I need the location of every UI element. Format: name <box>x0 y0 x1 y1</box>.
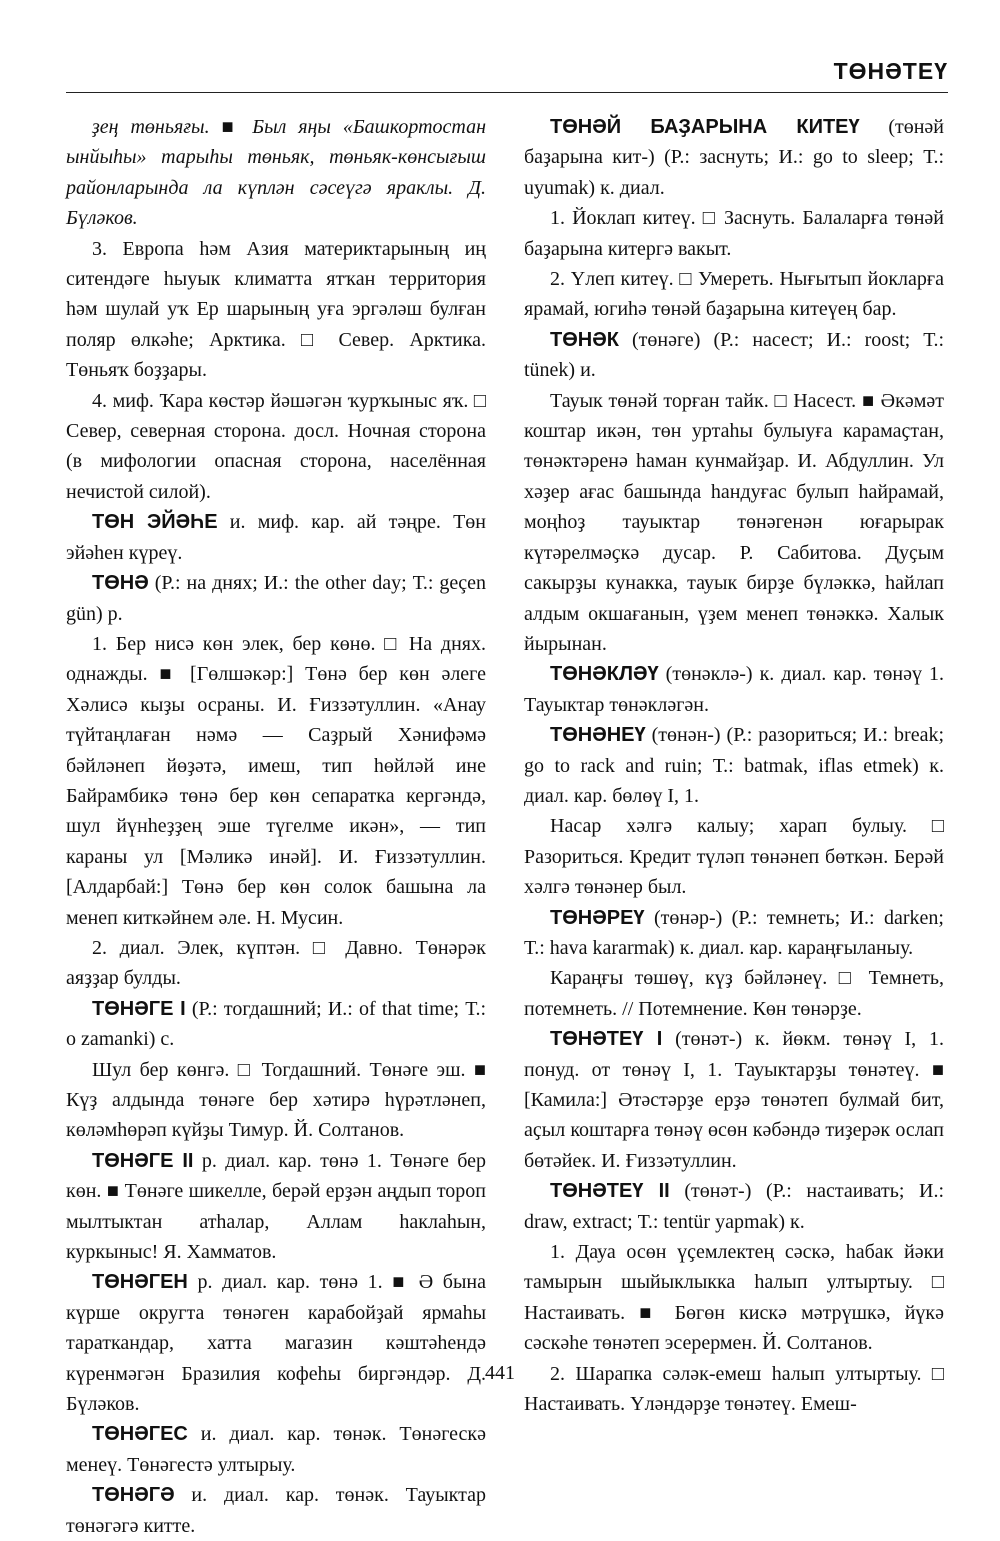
headword: ТӨНӘК <box>550 328 619 351</box>
dictionary-entry: ТӨНӘЙ БАҘАРЫНА КИТЕҮ (төнәй баҙарына кит-) (Р.: заснуть; И.: go to sleep; Т.: uyumak) к. диал. <box>524 116 945 199</box>
left-column <box>66 112 486 1541</box>
dictionary-entry: ТӨНӘ (Р.: на днях; И.: the other day; Т.: geçen gün) р. <box>66 572 486 625</box>
headword: ТӨНӘТЕҮ I <box>550 1028 663 1051</box>
dictionary-entry: ТӨНӘРЕҮ (төнәр-) (Р.: темнеть; И.: darken; Т.: hava kararmak) к. диал. кар. караңғыланыу. <box>524 906 944 959</box>
dictionary-entry: ТӨНӘТЕҮ II (төнәт-) (Р.: настаивать; И.: draw, extract; Т.: tentür yapmak) к. <box>524 1180 944 1233</box>
headword: ТӨНӘГЕС <box>92 1423 188 1446</box>
headword: ТӨНӘКЛӘҮ <box>550 663 659 686</box>
entry-sense: 1. Дауа осөн үҫемлектең сәскә, һабак йәки тамырын шыйыклыкка һалып ултыртыу. □ Настаивать. ■ Бөгөн кискә мәтрүшкә, йүкә сәскәһе төнәтеп эсерермен. Й. Солтанов. <box>524 1241 944 1355</box>
headword: ТӨНӘТЕҮ II <box>550 1180 670 1203</box>
entry-sense: Насар хәлгә калыу; харап булыу. □ Разориться. Кредит түләп төнәнеп бөткән. Берәй хәлгә төнәнер был. <box>524 815 944 899</box>
dictionary-entry: ТӨНӘГЕ II р. диал. кар. төнә 1. Төнәге бер көн. ■ Төнәге шикелле, берәй ерҙән аңдып тороп мылтыктан атһалар, Аллам һаклаһын, куркыныс! Я. Хамматов. <box>66 1149 486 1264</box>
dictionary-entry: ТӨНӘК (төнәге) (Р.: насест; И.: roost; Т.: tünek) и. <box>524 328 944 382</box>
entry-sense: 2. диал. Элек, күптән. □ Давно. Төнәрәк аяҙҙар булды. <box>66 936 486 990</box>
dictionary-entry: ТӨНӘНЕҮ (төнән-) (Р.: разориться; И.: break; go to rack and ruin; Т.: batmak, iflas etmek) к. диал. кар. бөлөү I, 1. <box>524 724 944 807</box>
entry-continuation: ҙең төньяғы. ■ Был яңы «Башкортостан ынйыһы» тарыһы төньяк, төньяк-көнсығыш районларында ла күплән сәсеүгә яраклы. Д. Бүләков. <box>66 116 486 230</box>
dictionary-entry: ТӨНӘГЕС и. диал. кар. төнәк. Төнәгескә менеү. Төнәгестә ултырыу. <box>66 1423 486 1476</box>
page-number: 441 <box>485 1362 515 1384</box>
entry-sense: 2. Үлеп китеү. □ Умереть. Нығытып йокларға ярамай, югиһә төнәй баҙарына китеүең бар. <box>524 268 944 321</box>
dictionary-entry: ТӨНӘТЕҮ I (төнәт-) к. йөкм. төнәү I, 1. понуд. от төнәү I, 1. Тауыктарҙы төнәтеү. ■ [Камила:] Әтәстәрҙе ерҙә төнәтеп булмай бит, аҫыл коштарға төнәү өсөн кәбәндә тиҙерәк ослап бөтәйек. И. Ғиззәтуллин. <box>524 1028 944 1172</box>
right-column <box>524 112 944 1419</box>
dictionary-entry: ТӨН ЭЙӘҺЕ и. миф. кар. ай тәңре. Төн эйәһен күреү. <box>66 511 487 564</box>
headword: ТӨНӘГЕ I <box>92 997 186 1020</box>
dictionary-entry: ТӨНӘКЛӘҮ (төнәклә-) к. диал. кар. төнәү 1. Тауыктар төнәкләгән. <box>524 663 944 716</box>
dictionary-entry: ТӨНӘГӘ и. диал. кар. төнәк. Тауыктар төнәгәгә китте. <box>66 1484 486 1537</box>
entry-sense: 1. Бер нисә көн элек, бер көнө. □ На днях. однажды. ■ [Гөлшәкәр:] Төнә бер көн әлеге Хәлисә кыҙы осраны. И. Ғиззәтуллин. «Анау түйтаңлаған нәмә — Саҙрый Хәнифәмә бәйләнеп йөҙәтә, имеш, тип һөйләй ине Байрамбикә төнә бер көн сепаратка кергәндә, шул йүнһеҙҙең эше түгелме икән», — тип караны ул [Мәликә инәй]. И. Ғиззәтуллин. [Алдарбай:] Төнә бер көн солок башына ла менеп киткәйнем әле. Н. Мусин. <box>66 632 486 929</box>
entry-sense: 3. Европа һәм Азия материктарының иң ситендәге һыуык климатта ятҡан территория һәм шулай уҡ Ер шарының уға эргәләш булған поляр өлкәһе; Арктика. □ Север. Арктика. Төньяҡ боҙҙары. <box>66 237 486 382</box>
entry-sense: Караңғы төшөү, күҙ бәйләнеү. □ Темнеть, потемнеть. // Потемнение. Көн төнәрҙе. <box>524 967 944 1020</box>
entry-sense: 2. Шарапка сәләк-емеш һалып ултыртыу. □ Настаивать. Үләндәрҙе төнәтеү. Емеш- <box>524 1362 944 1416</box>
dictionary-entry: ТӨНӘГЕН р. диал. кар. төнә 1. ■ Ә бына күрше округта төнәген карабойҙай ярмаһы тараткандар, хатта магазин кәштәһендә күренмәгән Бразилия кофеһы биргәндәр. Д. Бүләков. <box>66 1271 486 1416</box>
entry-sense: 4. миф. Ҡара көстәр йәшәгән ҡурҡыныс яҡ. □ Север, северная сторона. досл. Ночная сторона (в мифологии опасная сторона, населённая нечистой силой). <box>66 389 486 503</box>
headword: ТӨНӘЙ БАҘАРЫНА КИТЕҮ <box>550 116 860 138</box>
entry-sense: Тауык төнәй торған тайк. □ Насест. ■ Әкәмәт коштар икән, төн уртаһы булыуға карамаҫтан, төнәктәренә һаман кунмайҙар. И. Абдуллин. Ул хәҙер ағас башында һандуғас булып һайрамай, моңһоҙ тауыктар төнәгенән юғарырак күтәрелмәҫкә дусар. Р. Сабитова. Дуҫым сакырҙы кунакка, тауык бирҙе бүләккә, һайлап алдым окшағанын, үҙем менеп төнәккә. Халык йырынан. <box>524 389 944 655</box>
running-head: ТӨНӘТЕҮ <box>833 58 948 84</box>
headword: ТӨНӘРЕҮ <box>550 906 645 929</box>
headword: ТӨНӘНЕҮ <box>550 724 646 747</box>
headword: ТӨНӘ <box>92 572 149 595</box>
dictionary-entry: ТӨНӘГЕ I (Р.: тогдашний; И.: of that time; Т.: o zamanki) с. <box>66 997 487 1051</box>
entry-sense: Шул бер көнгә. □ Тогдашний. Төнәге эш. ■ Күҙ алдында төнәге бер хәтирә һүрәтләнеп, көләмһөрәп күйҙы Тимур. Й. Солтанов. <box>66 1058 486 1142</box>
entry-sense: 1. Йоклап китеү. □ Заснуть. Балаларға төнәй баҙарына китергә вакыт. <box>524 207 944 260</box>
headword: ТӨНӘГЕ II <box>92 1149 194 1172</box>
headword: ТӨНӘГЕН <box>92 1271 188 1294</box>
headword: ТӨНӘГӘ <box>92 1484 175 1507</box>
header-rule <box>66 92 948 93</box>
headword: ТӨН ЭЙӘҺЕ <box>92 511 218 534</box>
